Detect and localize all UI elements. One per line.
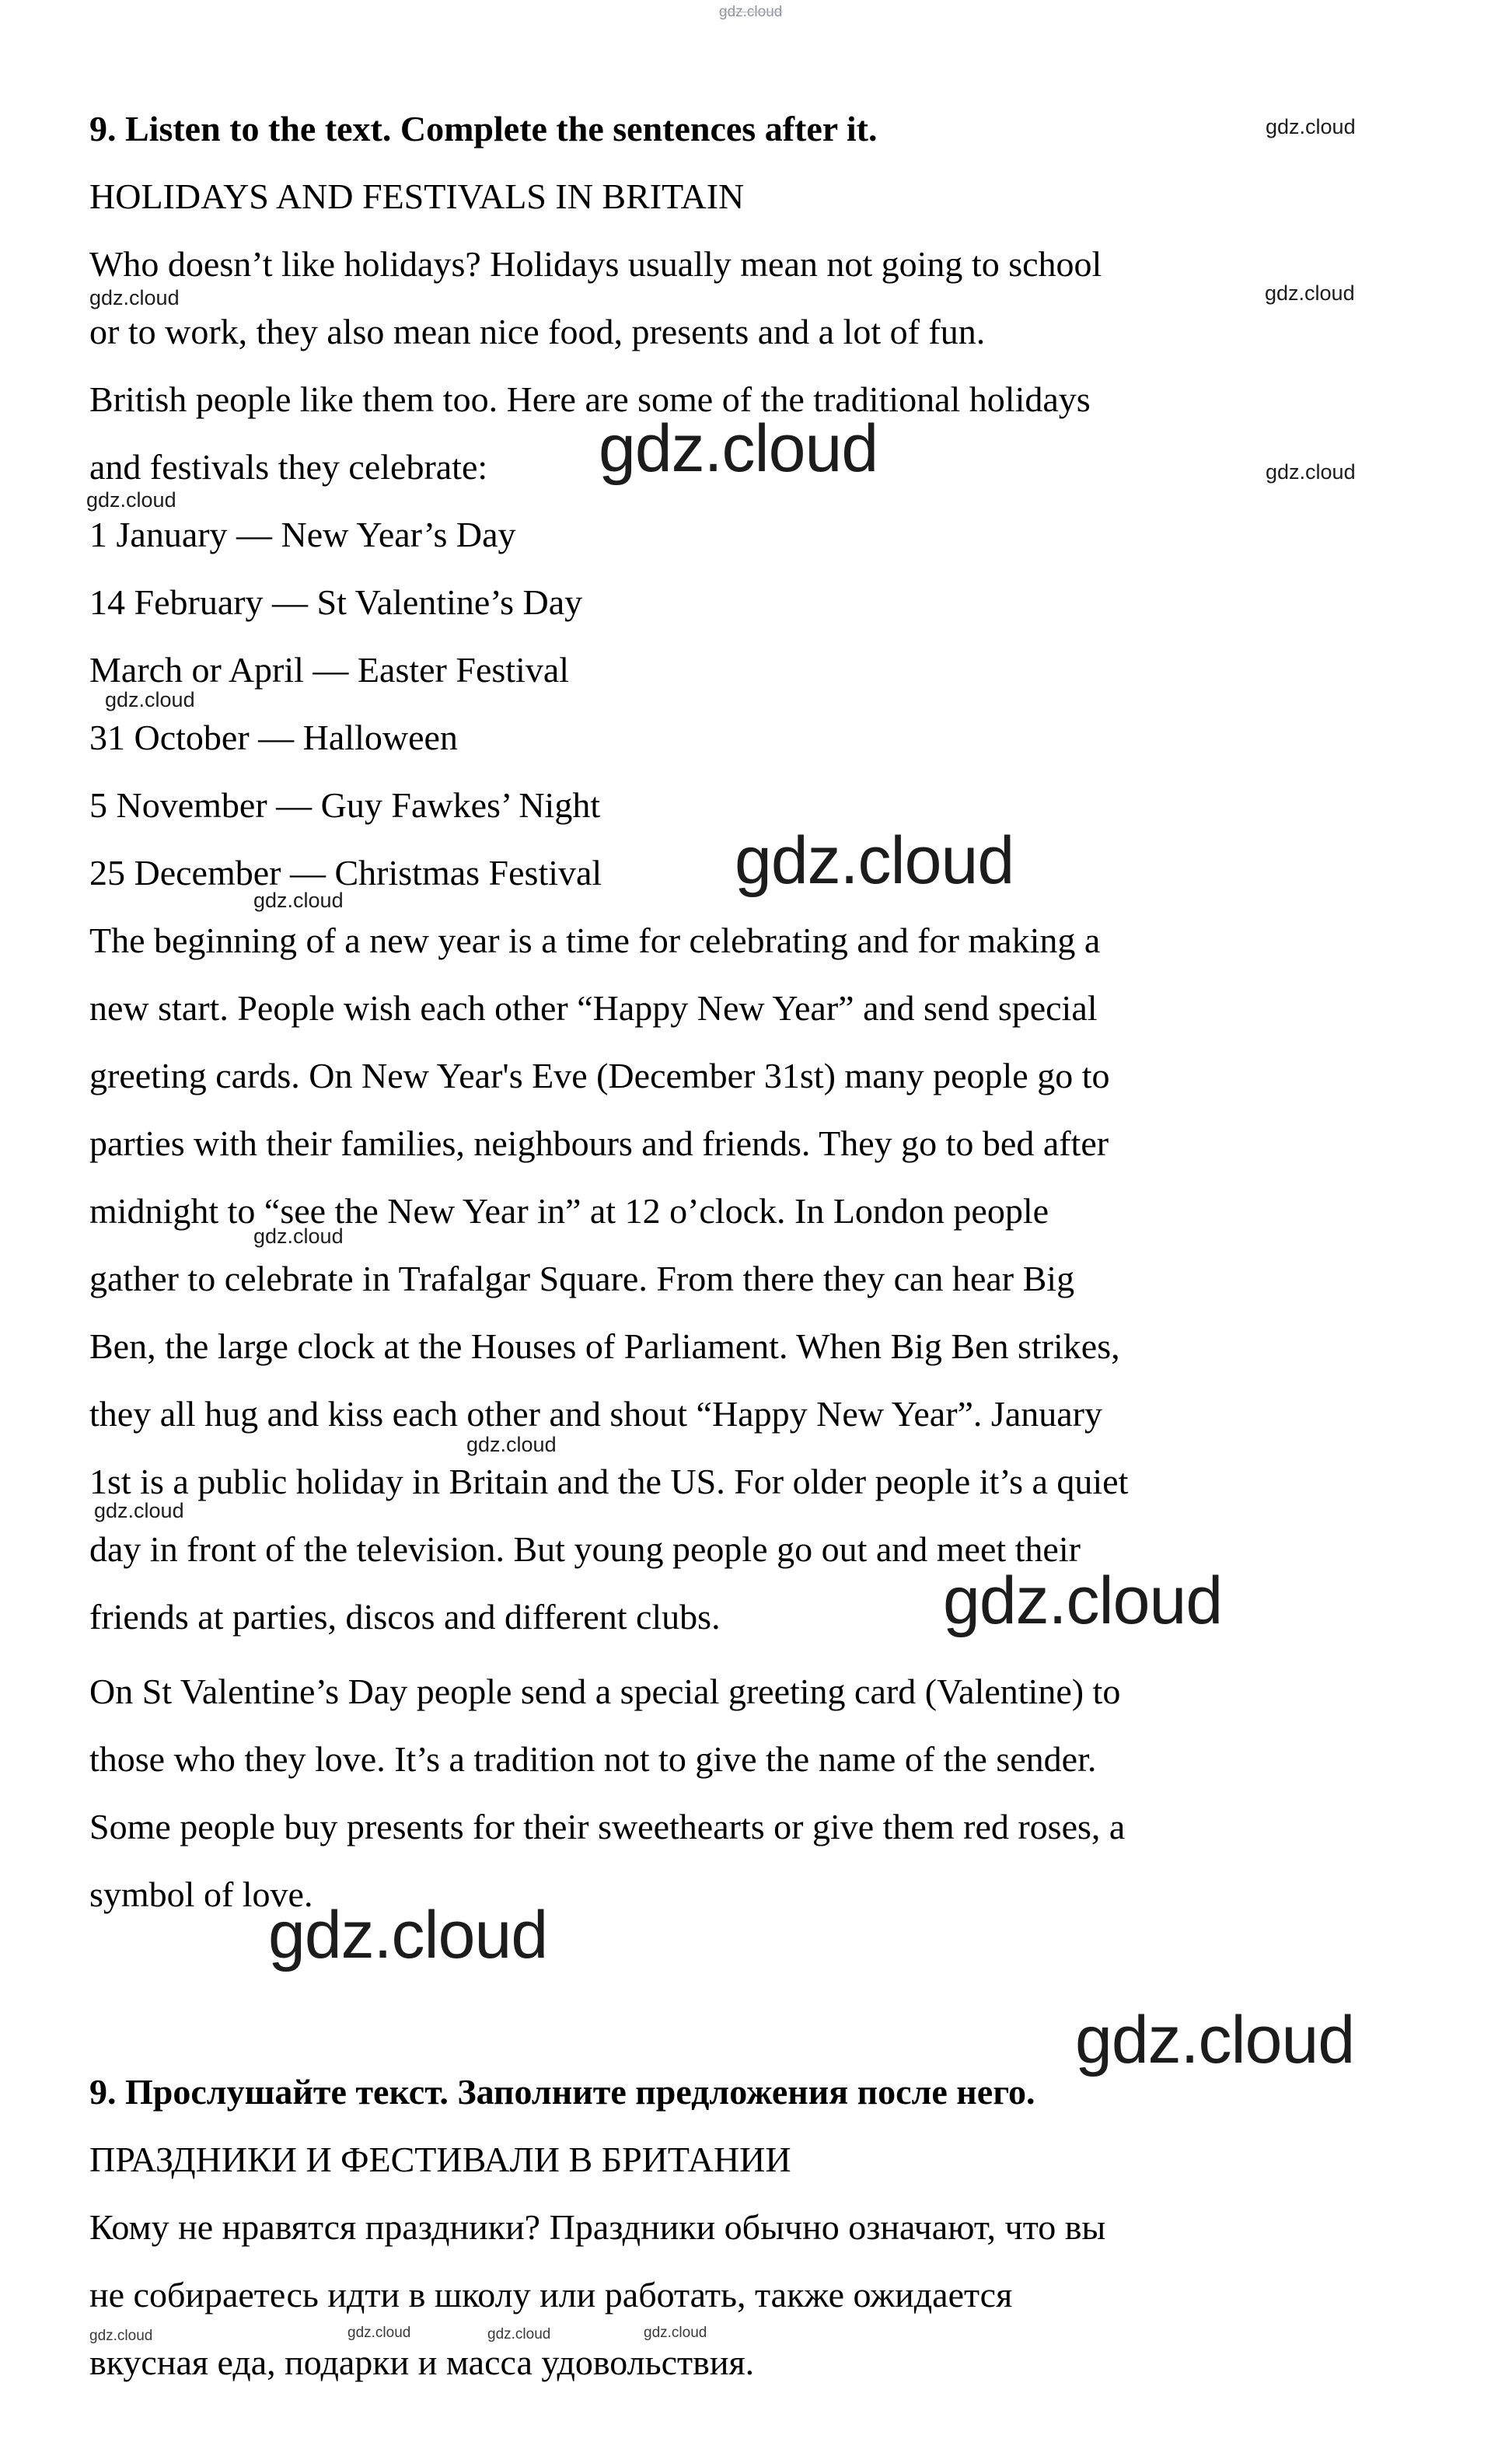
watermark: gdz.cloud — [599, 411, 878, 486]
text-line: greeting cards. On New Year's Eve (December 31st) many people go to — [89, 1056, 1110, 1095]
watermark: gdz.cloud — [347, 2325, 411, 2341]
watermark: gdz.cloud — [487, 2326, 551, 2342]
text-title-ru: ПРАЗДНИКИ И ФЕСТИВАЛИ В БРИТАНИИ — [89, 2140, 791, 2179]
watermark: gdz.cloud — [1266, 460, 1356, 484]
text-line: friends at parties, discos and different clubs. — [89, 1597, 721, 1637]
text-line: day in front of the television. But young people go out and meet their — [89, 1529, 1081, 1569]
text-line: The beginning of a new year is a time for celebrating and for making a — [89, 921, 1101, 960]
watermark: gdz.cloud — [268, 1898, 548, 1972]
watermark: gdz.cloud — [89, 2328, 153, 2344]
watermark: gdz.cloud — [644, 2325, 707, 2341]
text-line: or to work, they also mean nice food, presents and a lot of fun. — [89, 312, 986, 351]
text-line: and festivals they celebrate: — [89, 447, 488, 487]
text-line: parties with their families, neighbours and friends. They go to bed after — [89, 1123, 1109, 1163]
watermark: gdz.cloud — [253, 889, 344, 912]
text-line: 1st is a public holiday in Britain and the US. For older people it’s a quiet — [89, 1462, 1129, 1501]
holiday-list-item: 25 December — Christmas Festival — [89, 853, 602, 893]
holiday-list-item: 14 February — St Valentine’s Day — [89, 582, 583, 622]
text-line: не собираетесь идти в школу или работать, также ожидается — [89, 2275, 1013, 2315]
holiday-list-item: March or April — Easter Festival — [89, 650, 570, 690]
text-line: those who they love. It’s a tradition not to give the name of the sender. — [89, 1739, 1097, 1779]
watermark: gdz.cloud — [1266, 115, 1356, 138]
text-line: British people like them too. Here are some of the traditional holidays — [89, 379, 1091, 419]
watermark: gdz.cloud — [86, 488, 176, 512]
exercise-heading-ru: 9. Прослушайте текст. Заполните предложения после него. — [89, 2072, 1035, 2112]
watermark: gdz.cloud — [466, 1433, 557, 1456]
text-title-en: HOLIDAYS AND FESTIVALS IN BRITAIN — [89, 176, 745, 216]
holiday-list-item: 31 October — Halloween — [89, 718, 458, 757]
holiday-list-item: 5 November — Guy Fawkes’ Night — [89, 785, 601, 825]
watermark: gdz.cloud — [719, 4, 783, 20]
text-line: symbol of love. — [89, 1874, 313, 1914]
text-line: midnight to “see the New Year in” at 12 o’clock. In London people — [89, 1191, 1049, 1231]
watermark: gdz.cloud — [94, 1499, 184, 1522]
watermark: gdz.cloud — [89, 286, 180, 309]
text-line: gather to celebrate in Trafalgar Square. From there they can hear Big — [89, 1259, 1075, 1298]
text-line: вкусная еда, подарки и масса удовольствия. — [89, 2342, 755, 2382]
watermark: gdz.cloud — [943, 1563, 1223, 1638]
watermark: gdz.cloud — [253, 1225, 344, 1248]
text-line: they all hug and kiss each other and shout “Happy New Year”. January — [89, 1394, 1102, 1434]
text-line: On St Valentine’s Day people send a special greeting card (Valentine) to — [89, 1672, 1121, 1711]
exercise-heading-en: 9. Listen to the text. Complete the sentences after it. — [89, 109, 878, 148]
watermark: gdz.cloud — [735, 823, 1014, 898]
watermark: gdz.cloud — [1075, 2003, 1355, 2077]
text-line: Кому не нравятся праздники? Праздники обычно означают, что вы — [89, 2207, 1106, 2247]
watermark: gdz.cloud — [105, 688, 195, 711]
text-line: Who doesn’t like holidays? Holidays usually mean not going to school — [89, 244, 1102, 284]
text-column — [89, 95, 1489, 2396]
holiday-list-item: 1 January — New Year’s Day — [89, 515, 516, 554]
text-line: Some people buy presents for their sweethearts or give them red roses, a — [89, 1807, 1126, 1846]
text-line: Ben, the large clock at the Houses of Parliament. When Big Ben strikes, — [89, 1326, 1120, 1366]
watermark: gdz.cloud — [1265, 281, 1355, 305]
text-line: new start. People wish each other “Happy New Year” and send special — [89, 988, 1098, 1028]
